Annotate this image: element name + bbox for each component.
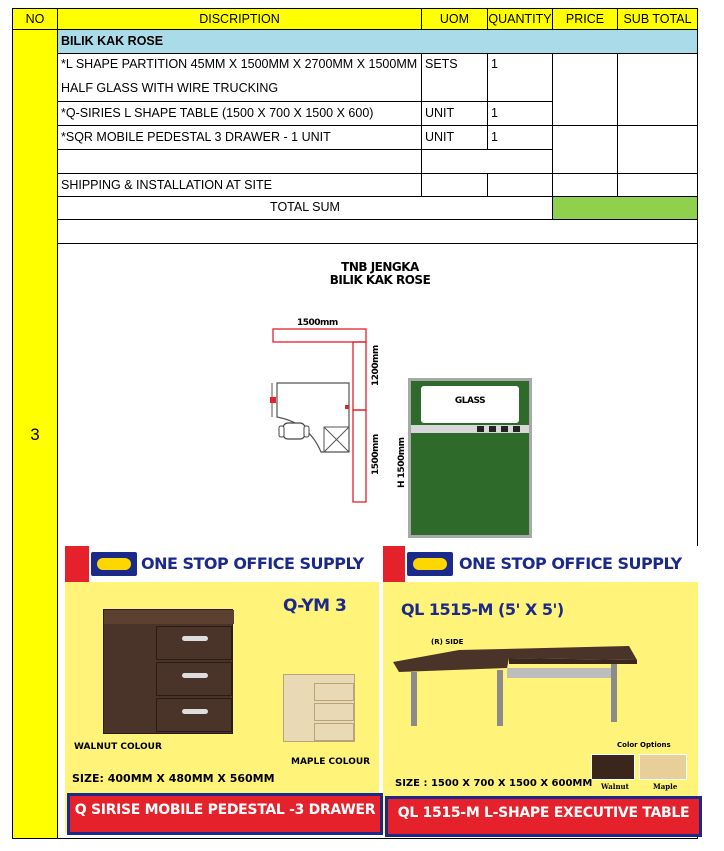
wire-trunking <box>411 425 529 433</box>
ad-right-footer: QL 1515-M L-SHAPE EXECUTIVE TABLE <box>385 796 702 837</box>
ad-right-logo <box>407 552 453 576</box>
ad-right-color-options: Color Options <box>617 741 671 749</box>
price-cell-1 <box>552 53 618 126</box>
header-subtotal: SUB TOTAL <box>617 8 698 30</box>
shipping-desc: SHIPPING & INSTALLATION AT SITE <box>57 173 422 197</box>
ad-left-model: Q-YM 3 <box>283 596 347 616</box>
ad-right-banner <box>383 546 698 582</box>
ad-left-brand: ONE STOP OFFICE SUPPLY <box>141 554 364 573</box>
ad-right-model: QL 1515-M (5' X 5') <box>401 600 564 619</box>
ad-right <box>383 546 698 833</box>
section-title: BILIK KAK ROSE <box>57 29 698 54</box>
ad-left-size: SIZE: 400MM X 480MM X 560MM <box>72 772 275 785</box>
total-sum-value <box>552 196 698 220</box>
ad-left-footer: Q SIRISE MOBILE PEDESTAL -3 DRAWER <box>67 793 383 835</box>
ad-right-walnut: Walnut <box>601 782 629 791</box>
header-price: PRICE <box>552 8 618 30</box>
blank-row <box>57 219 698 244</box>
shipping-uom <box>421 173 488 197</box>
dim-1500-label: 1500mm <box>371 434 381 475</box>
price-cell-2 <box>552 125 618 174</box>
partition-panel <box>408 378 532 538</box>
shipping-subtotal <box>617 173 698 197</box>
header-no: NO <box>12 8 58 30</box>
row1-uom-cell <box>421 53 488 102</box>
row3-desc: *SQR MOBILE PEDESTAL 3 DRAWER - 1 UNIT <box>57 125 422 150</box>
row1-desc-line2: HALF GLASS WITH WIRE TRUCKING <box>61 81 279 95</box>
ad-right-side: (R) SIDE <box>431 638 464 646</box>
header-quantity: QUANTITY <box>487 8 553 30</box>
walnut-pedestal-image <box>103 609 233 734</box>
ad-left-logo <box>91 552 137 576</box>
subtotal-cell-1 <box>617 53 698 126</box>
dim-width-label: 1500mm <box>297 318 338 328</box>
row1-uom: SETS <box>425 57 458 71</box>
row2-desc: *Q-SIRIES L SHAPE TABLE (1500 X 700 X 1500 X 600) <box>57 101 422 126</box>
ad-right-brand: ONE STOP OFFICE SUPPLY <box>459 554 682 573</box>
ad-left-maple: MAPLE COLOUR <box>291 757 371 767</box>
row1-qty-cell <box>487 53 553 102</box>
ad-right-maple: Maple <box>653 782 678 791</box>
row1-desc-line1: *L SHAPE PARTITION 45MM X 1500MM X 2700MM X 1500MM <box>61 57 418 71</box>
glass-label: GLASS <box>454 396 486 406</box>
maple-pedestal-image <box>283 674 355 742</box>
drawing-title-2: BILIK KAK ROSE <box>329 273 431 287</box>
row3-uom: UNIT <box>421 125 488 150</box>
item-number: 3 <box>12 29 58 839</box>
subtotal-cell-2 <box>617 125 698 174</box>
height-label: H 1500mm <box>397 437 407 488</box>
shipping-price <box>552 173 618 197</box>
row2-qty: 1 <box>487 101 553 126</box>
ad-right-size: SIZE : 1500 X 700 X 1500 X 600MM <box>395 778 593 789</box>
row1-qty: 1 <box>491 57 498 71</box>
l-table-image <box>389 632 639 732</box>
ad-left-banner <box>65 546 379 582</box>
ad-left-walnut: WALNUT COLOUR <box>74 742 162 752</box>
row2-uom: UNIT <box>421 101 488 126</box>
header-uom: UOM <box>421 8 488 30</box>
maple-swatch <box>639 754 687 780</box>
empty-row <box>57 149 422 174</box>
row1-desc-cell <box>57 53 422 102</box>
shipping-qty <box>487 173 553 197</box>
header-description: DISCRIPTION <box>57 8 422 30</box>
row3-qty: 1 <box>487 125 553 150</box>
total-sum-label: TOTAL SUM <box>57 196 553 220</box>
dim-1200-label: 1200mm <box>371 345 381 386</box>
glass-window <box>421 386 519 423</box>
drawing-title-1: TNB JENGKA <box>341 260 419 274</box>
ad-left <box>65 546 379 833</box>
walnut-swatch <box>591 754 635 780</box>
